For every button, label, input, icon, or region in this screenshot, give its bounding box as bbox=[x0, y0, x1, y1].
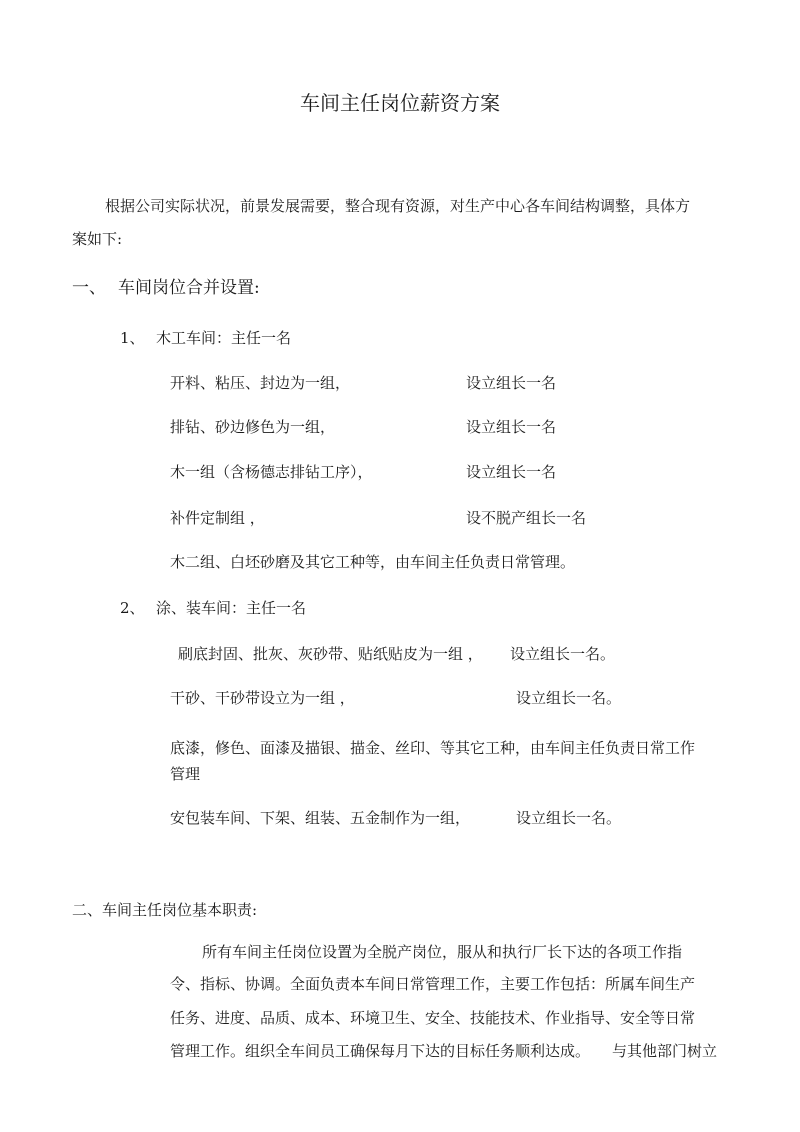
sub-2-row-2-right: 设立组长一名。 bbox=[516, 689, 622, 707]
sub-2-heading: 涂、装车间：主任一名 bbox=[156, 599, 307, 617]
sub-1-number: 1、 bbox=[120, 329, 145, 347]
sub-2-row-1-left: 刷底封固、批灰、灰砂带、贴纸贴皮为一组 ， bbox=[178, 645, 483, 663]
duty-line-1: 所有车间主任岗位设置为全脱产岗位，服从和执行厂长下达的各项工作指 bbox=[202, 943, 683, 961]
sub-1-heading: 木工车间：主任一名 bbox=[156, 329, 292, 347]
duty-line-2: 令、指标、协调。全面负责本车间日常管理工作，主要工作包括：所属车间生产 bbox=[170, 975, 696, 993]
duty-line-3: 任务、进度、品质、成本、环境卫生、安全、技能技术、作业指导、安全等日常 bbox=[170, 1009, 696, 1027]
section-1-number: 一、 bbox=[72, 278, 106, 298]
sub-2-row-1-right: 设立组长一名。 bbox=[510, 645, 616, 663]
sub-1-row-4-right: 设不脱产组长一名 bbox=[466, 509, 587, 527]
sub-1-row-1-left: 开料、粘压、封边为一组， bbox=[170, 374, 351, 392]
sub-1-row-2-left: 排钻、砂边修色为一组， bbox=[170, 418, 336, 436]
sub-2-note-line-2: 管理 bbox=[170, 765, 201, 783]
document-title: 车间主任岗位薪资方案 bbox=[300, 91, 500, 115]
intro-line-2: 案如下: bbox=[72, 230, 123, 248]
section-1-heading: 车间岗位合并设置: bbox=[118, 278, 260, 298]
duty-line-4: 管理工作。组织全车间员工确保每月下达的目标任务顺利达成。 bbox=[170, 1042, 591, 1060]
sub-2-last-row-right: 设立组长一名。 bbox=[516, 809, 622, 827]
sub-1-row-1-right: 设立组长一名 bbox=[466, 374, 557, 392]
intro-line-1: 根据公司实际状况，前景发展需要，整合现有资源，对生产中心各车间结构调整，具体方 bbox=[105, 197, 691, 215]
sub-2-last-row-left: 安包装车间、下架、组装、五金制作为一组， bbox=[170, 809, 471, 827]
sub-1-note: 木二组、白坯砂磨及其它工种等，由车间主任负责日常管理。 bbox=[170, 553, 576, 571]
sub-1-row-3-right: 设立组长一名 bbox=[466, 463, 557, 481]
duty-line-4-tail: 与其他部门树立 bbox=[612, 1042, 718, 1060]
sub-2-number: 2、 bbox=[120, 599, 145, 617]
sub-2-note-line-1: 底漆，修色、面漆及描银、描金、丝印、等其它工种，由车间主任负责日常工作 bbox=[170, 739, 696, 757]
section-2-heading: 二、车间主任岗位基本职责: bbox=[72, 901, 258, 919]
sub-2-row-2-left: 干砂、干砂带设立为一组 ， bbox=[170, 689, 355, 707]
sub-1-row-3-left: 木一组（含杨德志排钻工序）， bbox=[170, 463, 373, 481]
sub-1-row-4-left: 补件定制组 ， bbox=[170, 509, 265, 527]
sub-1-row-2-right: 设立组长一名 bbox=[466, 418, 557, 436]
